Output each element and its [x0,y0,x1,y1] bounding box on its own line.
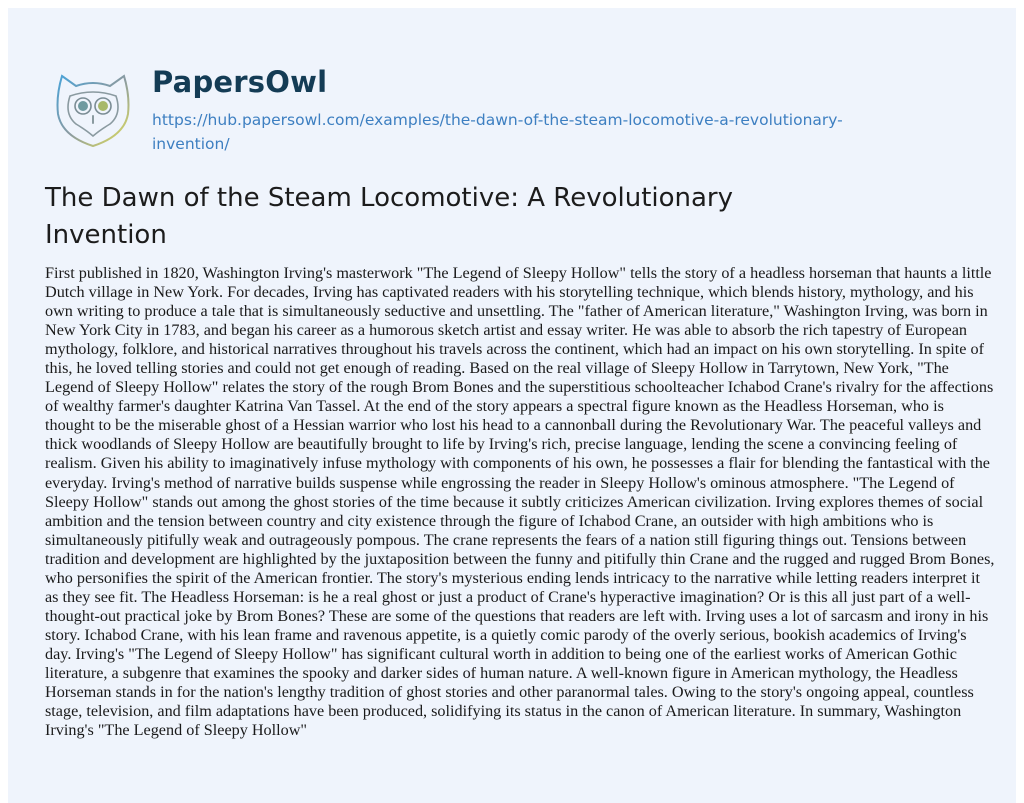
article-title: The Dawn of the Steam Locomotive: A Revolutionary Invention [45,183,734,250]
article-body: First published in 1820, Washington Irving's masterwork "The Legend of Sleepy Hollow" tells the story of a headless horseman that haunts a little Dutch village in New York. For decades, Irving has captivated readers with his storytelling technique, which blends history, mythology, and his own writing to produce a tale that is simultaneously seductive and unsettling. The "father of American literature," Washington Irving, was born in New York City in 1783, and began his career as a humorous sketch artist and essay writer. He was able to absorb the rich tapestry of European mythology, folklore, and historical narratives throughout his travels across the continent, which had an impact on his own storytelling. In spite of this, he loved telling stories and could not get enough of reading. Based on the real village of Sleepy Hollow in Tarrytown, New York, "The Legend of Sleepy Hollow" relates the story of the rough Brom Bones and the superstitious schoolteacher Ichabod Crane's rivalry for the affections of wealthy farmer's daughter Katrina Van Tassel. At the end of the story appears a spectral figure known as the Headless Horseman, who is thought to be the miserable ghost of a Hessian warrior who lost his head to a cannonball during the Revolutionary War. The peaceful valleys and thick woodlands of Sleepy Hollow are beautifully brought to life by Irving's rich, precise language, lending the scene a convincing feeling of realism. Given his ability to imaginatively infuse mythology with components of his own, he possesses a flair for blending the fantastical with the everyday. Irving's method of narrative builds suspense while engrossing the reader in Sleepy Hollow's ominous atmosphere. "The Legend of Sleepy Hollow" stands out among the ghost stories of the time because it subtly criticizes American civilization. Irving explores themes of social ambition and the tension between country and city existence through the figure of Ichabod Crane, an outsider with high ambitions who is simultaneously pitifully weak and outrageously pompous. The crane represents the fears of a nation still figuring things out. Tensions between tradition and development are highlighted by the juxtaposition between the funny and pitifully thin Crane and the rugged and rugged Brom Bones, who personifies the spirit of the American frontier. The story's mysterious ending lends intricacy to the narrative while letting readers interpret it as they see fit. The Headless Horseman: is he a real ghost or just a product of Crane's hyperactive imagination? Or is this all just part of a well-thought-out practical joke by Brom Bones? These are some of the questions that readers are left with. Irving uses a lot of sarcasm and irony in his story. Ichabod Crane, with his lean frame and ravenous appetite, is a quietly comic parody of the overly serious, bookish academics of Irving's day. Irving's "The Legend of Sleepy Hollow" has significant cultural worth in addition to being one of the earliest works of American Gothic literature, a subgenre that examines the spooky and darker sides of human nature. A well-known figure in American mythology, the Headless Horseman stands in for the nation's lengthy tradition of ghost stories and other paranormal tales. Owing to the story's ongoing appeal, countless stage, television, and film adaptations have been produced, solidifying its status in the canon of American literature. In summary, Washington Irving's "The Legend of Sleepy Hollow" [45,264,995,740]
brand-name: PapersOwl [152,65,328,99]
page-container [8,8,1016,803]
owl-logo-icon [50,66,136,152]
header [8,8,1016,173]
source-url-link[interactable]: https://hub.papersowl.com/examples/the-dawn-of-the-steam-locomotive-a-revolutionary-invention/ [152,111,843,153]
